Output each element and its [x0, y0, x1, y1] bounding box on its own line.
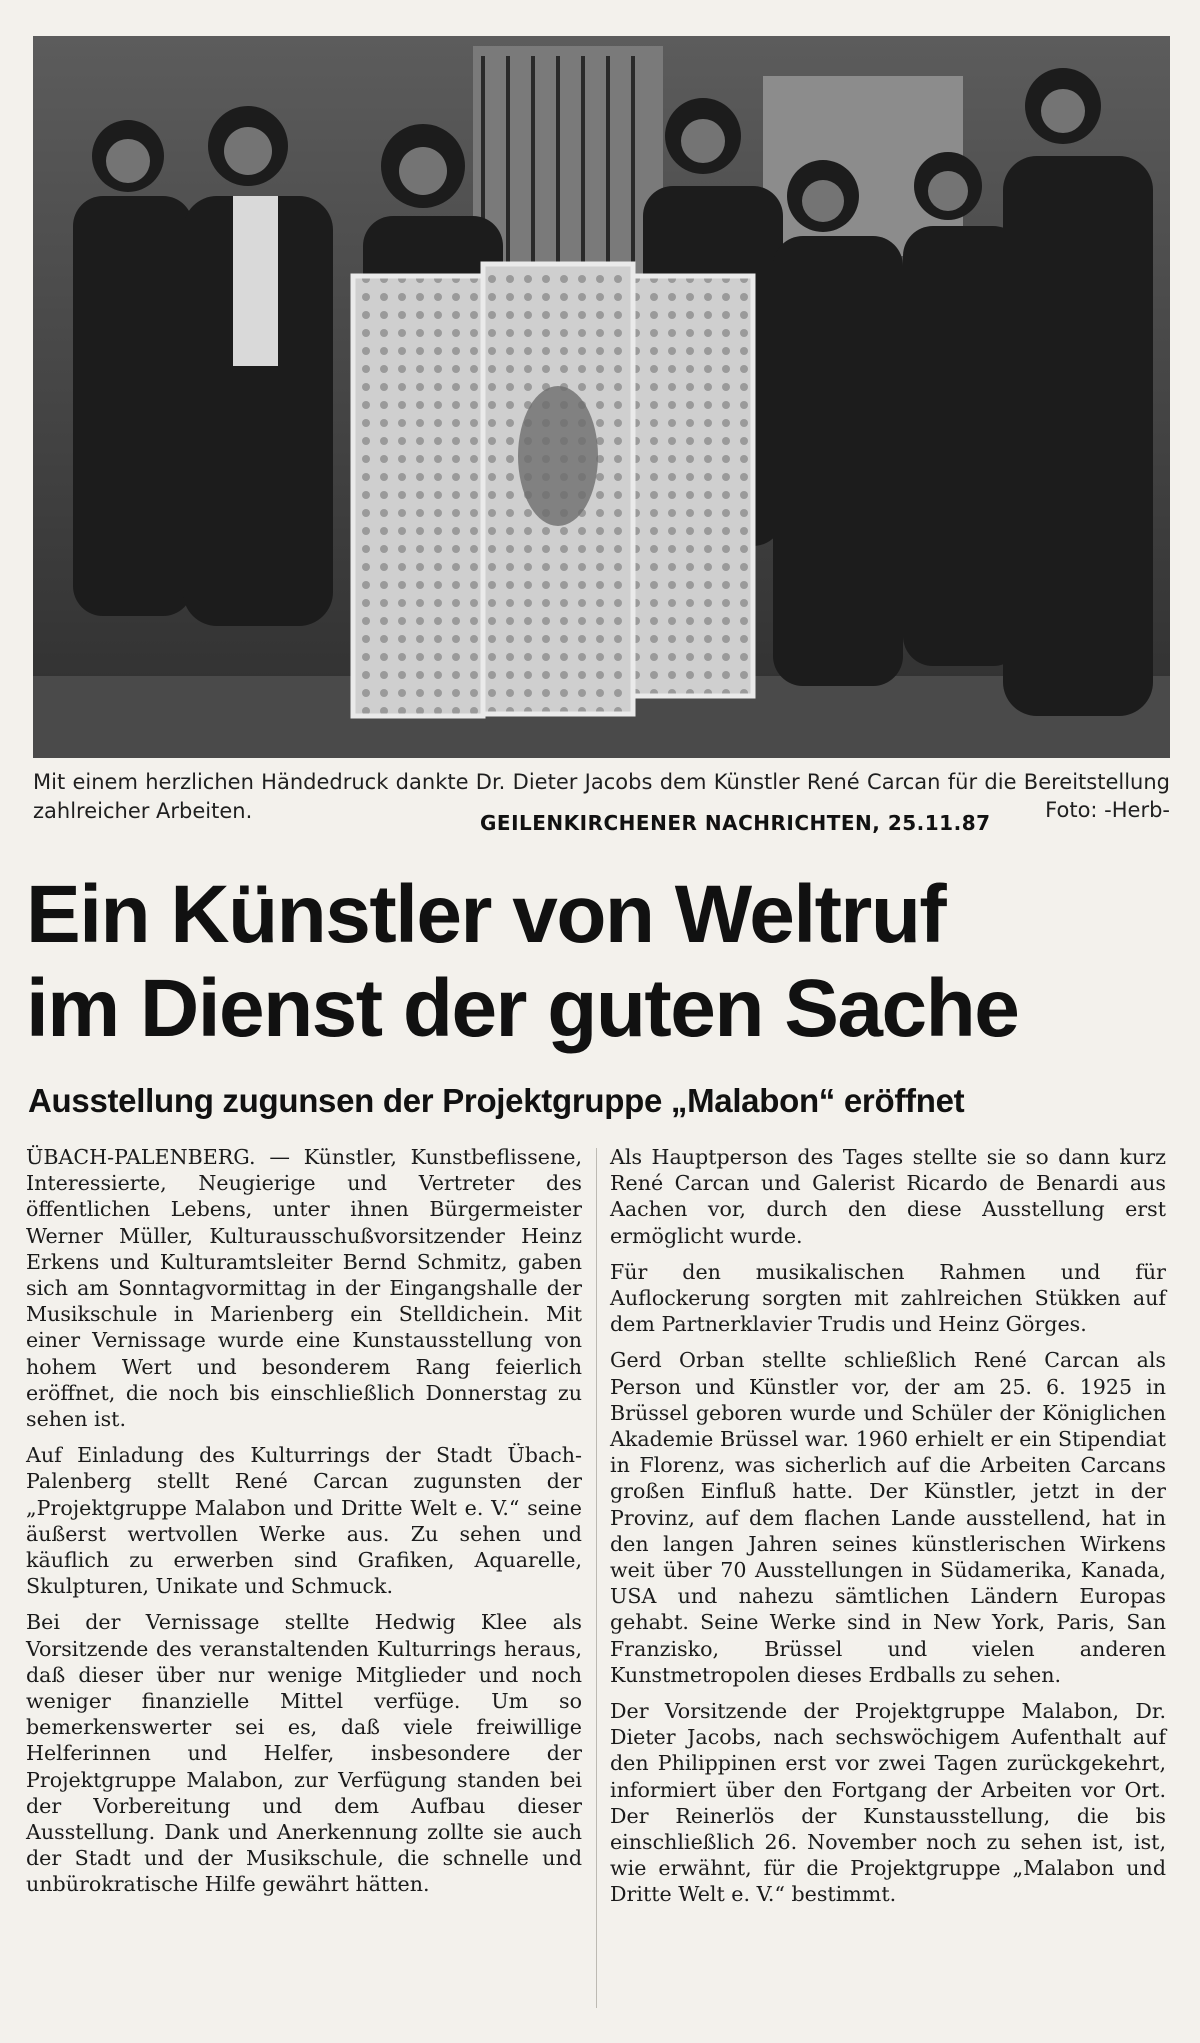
paragraph: Als Hauptperson des Tages stellte sie so dann kurz René Carcan und Galerist Ricardo de Benardi aus Aachen vor, durch den diese Ausstellung erst ermöglicht wurde.: [610, 1145, 1166, 1248]
paragraph: Gerd Orban stellte schließlich René Carcan als Person und Künstler vor, der am 25. 6. 1925 in Brüssel geboren wurde und Schüler der Königlichen Akademie Brüssel war. 1960 erhielt er ein Stipendiat in Florenz, was sicherlich auf die Arbeiten Carcans großen Einfluß hatte. Der Künstler, jetzt in der Provinz, auf dem flachen Lande ausstellend, hat in den langen Jahren seines künstlerischen Wirkens weit über 70 Ausstellungen in Südamerika, Kanada, USA und nahezu sämtlichen Ländern Europas gehabt. Seine Werke sind in New York, Paris, San Franzisko, Brüssel und vielen anderen Kunstmetropolen dieses Erdballs zu sehen.: [610, 1348, 1166, 1687]
article-column-left: [26, 1144, 582, 1908]
paragraph: Auf Einladung des Kulturrings der Stadt Übach-Palenberg stellt René Carcan zugunsten der „Projektgruppe Malabon und Dritte Welt e. V.“ seine äußerst wertvollen Werke aus. Zu sehen und käuflich zu erwerben sind Grafiken, Aquarelle, Skulpturen, Unikate und Schmuck.: [26, 1443, 582, 1599]
headline-line-1: Ein Künstler von Weltruf: [26, 869, 946, 960]
column-divider: [596, 1148, 597, 2008]
photo-caption: Mit einem herzlichen Händedruck dankte Dr. Dieter Jacobs dem Künstler René Carcan für die Bereitstellung zahlreicher Arbeiten.: [33, 770, 1170, 823]
subheadline: Ausstellung zugunsen der Projektgruppe „Malabon“ eröffnet: [28, 1082, 965, 1119]
article-column-right: [610, 1144, 1166, 1918]
source-stamp: GEILENKIRCHENER NACHRICHTEN, 25.11.87: [480, 811, 991, 835]
paragraph: ÜBACH-PALENBERG. — Künstler, Kunstbeflissene, Interessierte, Neugierige und Vertreter des öffentlichen Lebens, unter ihnen Bürgermeister Werner Müller, Kulturausschußvorsitzender Heinz Erkens und Kulturamtsleiter Bernd Schmitz, gaben sich am Sonntagvormittag in der Eingangshalle der Musikschule in Marienberg ein Stelldichein. Mit einer Vernissage wurde eine Kunstausstellung von hohem Wert und besonderem Rang feierlich eröffnet, die noch bis einschließlich Donnerstag zu sehen ist.: [26, 1145, 582, 1432]
news-photo-illustration: [33, 36, 1170, 758]
photo-credit: Foto: -Herb-: [1045, 798, 1170, 822]
paragraph: Für den musikalischen Rahmen und für Auflockerung sorgten mit zahlreichen Stükken auf dem Partnerklavier Trudis und Heinz Görges.: [610, 1259, 1166, 1337]
paragraph: Der Vorsitzende der Projektgruppe Malabon, Dr. Dieter Jacobs, nach sechswöchigem Aufenthalt auf den Philippinen erst vor zwei Tagen zurückgekehrt, informiert über den Fortgang der Arbeiten vor Ort. Der Reinerlös der Kunstausstellung, die bis einschließlich 26. November noch zu sehen ist, ist, wie erwähnt, für die Projektgruppe „Malabon und Dritte Welt e. V.“ bestimmt.: [610, 1699, 1166, 1907]
headline-line-2: im Dienst der guten Sache: [26, 963, 1019, 1054]
headline: [26, 868, 1176, 1056]
paragraph: Bei der Vernissage stellte Hedwig Klee als Vorsitzende des veranstaltenden Kulturrings heraus, daß dieser über nur wenige Mitglieder und noch weniger finanzielle Mittel verfüge. Um so bemerkenswerter sei es, daß viele freiwillige Helferinnen und Helfer, insbesondere der Projektgruppe Malabon, zur Verfügung standen bei der Vorbereitung und dem Aufbau dieser Ausstellung. Dank und Anerkennung zollte sie auch der Stadt und der Musikschule, die schnelle und unbürokratische Hilfe gewährt hätten.: [26, 1610, 582, 1897]
news-photo: [33, 36, 1170, 758]
